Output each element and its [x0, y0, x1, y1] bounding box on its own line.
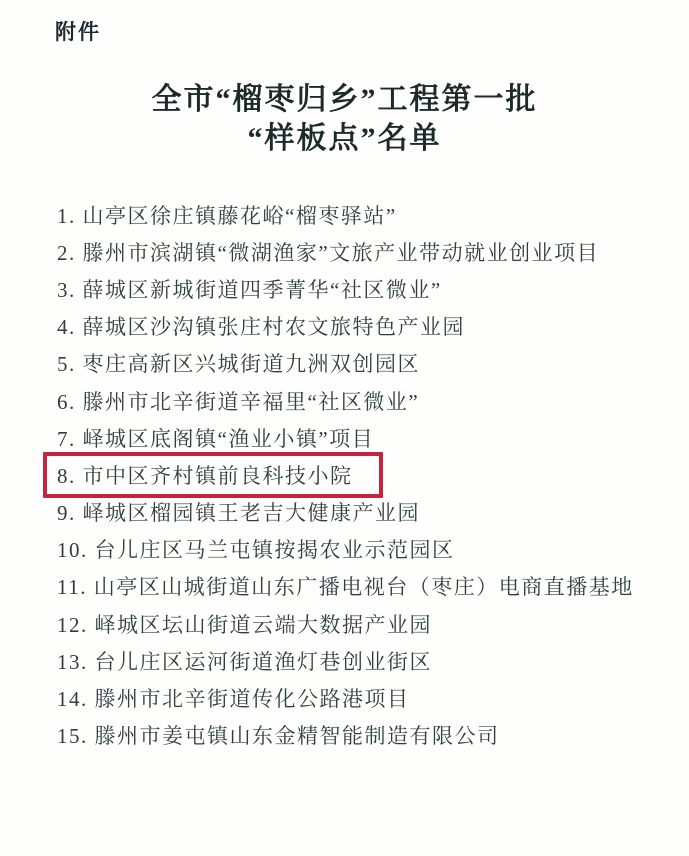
- list-item-text: 7. 峄城区底阁镇“渔业小镇”项目: [57, 426, 375, 451]
- list-item-text: 3. 薛城区新城街道四季菁华“社区微业”: [57, 277, 442, 302]
- list-item: [57, 308, 689, 345]
- document-title: [0, 80, 689, 158]
- list-item: [57, 382, 689, 419]
- list-item-text: 13. 台儿庄区运河街道渔灯巷创业街区: [57, 649, 432, 674]
- list-item-text: 2. 滕州市滨湖镇“微湖渔家”文旅产业带动就业创业项目: [57, 240, 600, 265]
- list-item: [57, 679, 689, 716]
- list-item: [57, 717, 689, 754]
- list-item-highlighted: [57, 456, 689, 493]
- list-item: [57, 196, 689, 233]
- list-item-text: 8. 市中区齐村镇前良科技小院: [43, 452, 383, 498]
- list-item-text: 5. 枣庄高新区兴城街道九洲双创园区: [57, 352, 420, 377]
- list-item: [57, 270, 689, 307]
- list-item: [57, 233, 689, 270]
- list-item-text: 11. 山亭区山城街道山东广播电视台（枣庄）电商直播基地: [57, 575, 634, 600]
- list-item: [57, 419, 689, 456]
- list-item-text: 14. 滕州市北辛街道传化公路港项目: [57, 687, 410, 712]
- list-item: [57, 568, 689, 605]
- list-item-text: 9. 峄城区榴园镇王老吉大健康产业园: [57, 501, 420, 526]
- list-item-text: 10. 台儿庄区马兰屯镇按揭农业示范园区: [57, 538, 455, 563]
- list-item: [57, 345, 689, 382]
- list-item: [57, 642, 689, 679]
- list-item-text: 4. 薛城区沙沟镇张庄村农文旅特色产业园: [57, 315, 465, 340]
- list-item-text: 15. 滕州市姜屯镇山东金精智能制造有限公司: [57, 724, 500, 749]
- list-item-text: 12. 峄城区坛山街道云端大数据产业园: [57, 612, 432, 637]
- list-item: [57, 531, 689, 568]
- sample-site-list: [0, 196, 689, 754]
- list-item: [57, 494, 689, 531]
- list-item-text: 6. 滕州市北辛街道辛福里“社区微业”: [57, 389, 420, 414]
- attachment-label: 附件: [55, 21, 101, 44]
- list-item: [57, 605, 689, 642]
- title-line-1: 全市“榴枣归乡”工程第一批: [151, 83, 538, 116]
- list-item-text: 1. 山亭区徐庄镇藤花峪“榴枣驿站”: [57, 203, 397, 228]
- title-line-2: “样板点”名单: [247, 122, 442, 155]
